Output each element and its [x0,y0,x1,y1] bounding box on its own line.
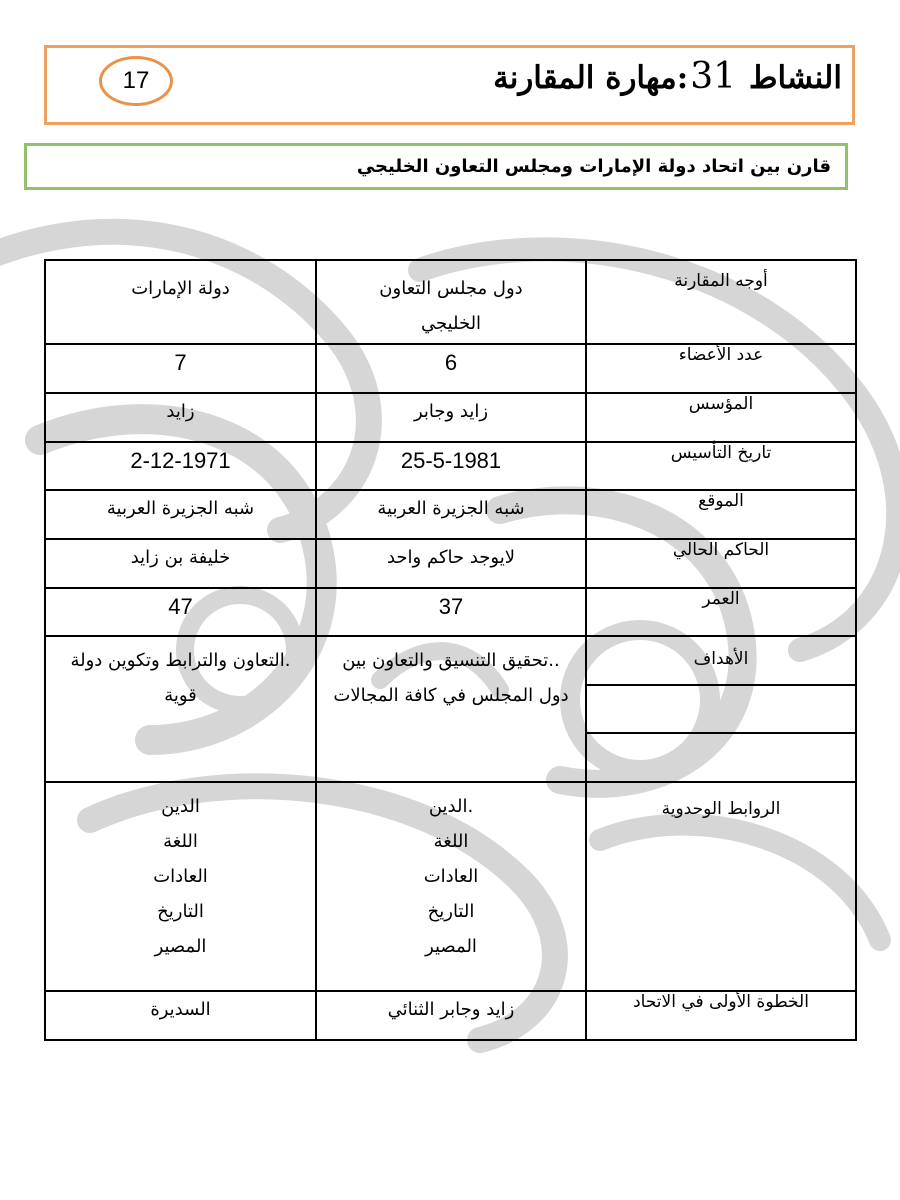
aspect-ruler: الحاكم الحالي [586,539,856,588]
title-prefix: النشاط [748,60,842,96]
uae-age: 47 [45,588,316,636]
gcc-unity-item: المصير [425,936,477,957]
gcc-first-step: زايد وجابر الثنائي [316,991,586,1040]
row-age [45,588,856,636]
activity-number: 31 [690,56,737,97]
row-first-step [45,991,856,1040]
page-number: 17 [122,67,150,94]
comparison-table [44,259,857,1041]
aspect-members: عدد الأعضاء [586,344,856,393]
uae-first-step: السديرة [45,991,316,1040]
uae-members: 7 [45,344,316,393]
row-unity [45,782,856,991]
gcc-members: 6 [316,344,586,393]
gcc-unity-item: .الدين [428,796,474,817]
uae-unity-item: التاريخ [157,901,204,922]
page-number-badge [99,56,173,106]
gcc-unity [316,782,586,991]
gcc-founded: 25-5-1981 [316,442,586,490]
gcc-unity-item: العادات [423,866,479,887]
uae-location: شبه الجزيرة العربية [45,490,316,539]
instruction-text: قارن بين اتحاد دولة الإمارات ومجلس التعاون الخليجي [356,156,831,177]
header-aspect: أوجه المقارنة [586,260,856,344]
uae-unity-item: الدين [161,796,200,817]
uae-unity-item: المصير [154,936,207,957]
header-uae: دولة الإمارات [45,260,316,344]
aspect-goals: الأهداف [586,636,856,685]
row-goals-1 [45,636,856,685]
uae-founded: 2-12-1971 [45,442,316,490]
activity-header [44,45,855,125]
aspect-age: العمر [586,588,856,636]
row-location [45,490,856,539]
header-row [45,260,856,344]
aspect-location: الموقع [586,490,856,539]
gcc-location: شبه الجزيرة العربية [316,490,586,539]
gcc-goals: ..تحقيق التنسيق والتعاون بين دول المجلس في كافة المجالات [316,636,586,782]
gcc-founder: زايد وجابر [316,393,586,442]
activity-title [493,56,842,97]
uae-unity-item: اللغة [163,831,198,852]
instruction-box [24,143,848,190]
aspect-founder: المؤسس [586,393,856,442]
gcc-ruler: لايوجد حاكم واحد [316,539,586,588]
header-gcc: دول مجلس التعاون الخليجي [316,260,586,344]
aspect-unity: الروابط الوحدوية [586,782,856,991]
row-ruler [45,539,856,588]
aspect-first-step: الخطوة الأولى في الاتحاد [586,991,856,1040]
gcc-unity-item: اللغة [433,831,469,852]
aspect-founded: تاريخ التأسيس [586,442,856,490]
gcc-age: 37 [316,588,586,636]
uae-unity-item: العادات [153,866,208,887]
row-members [45,344,856,393]
gcc-unity-item: التاريخ [427,901,475,922]
uae-goals: .التعاون والترابط وتكوين دولة قوية [45,636,316,782]
uae-founder: زايد [45,393,316,442]
uae-unity [45,782,316,991]
row-founded [45,442,856,490]
aspect-goals-blank-2 [586,733,856,782]
aspect-goals-blank-1 [586,685,856,733]
title-suffix: :مهارة المقارنة [493,60,689,96]
row-founder [45,393,856,442]
uae-ruler: خليفة بن زايد [45,539,316,588]
